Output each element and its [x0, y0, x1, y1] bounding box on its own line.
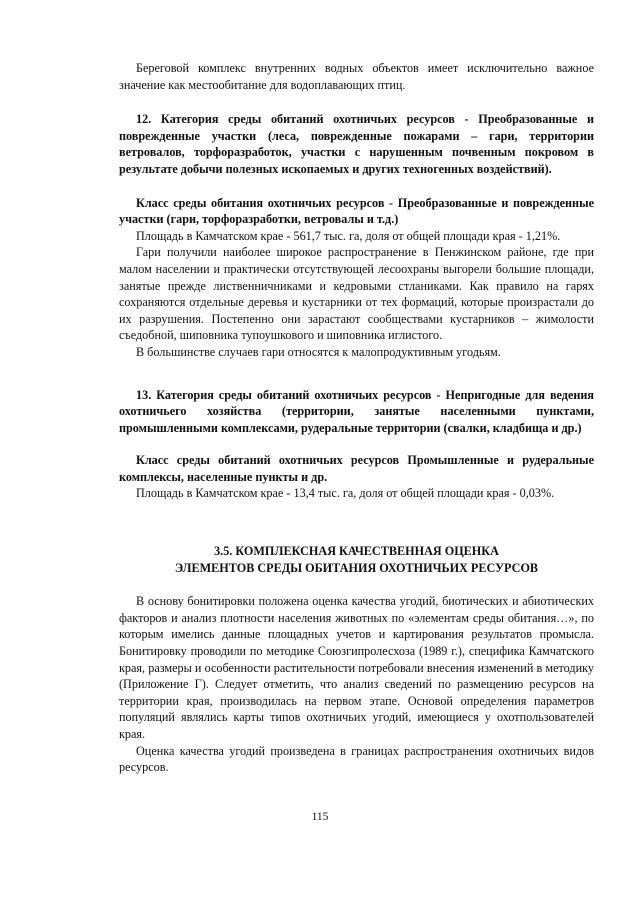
section-heading [119, 543, 594, 576]
paragraph-gari: Гари получили наиболее широкое распространение в Пенжинском районе, где при малом населении и практически отсутствующей лесоохраны выгорели большие площади, занятые прежде лиственничниками и кедровыми стланиками. Как правило на гарях сохраняются отдельные деревья и кустарники от тех формаций, которые произрастали до их разрушения. Постепенно они зарастают сообществами кустарников – жимолости съедобной, шиповника тупоушкового и шиповника иглистого. [119, 245, 594, 343]
category-12-heading: 12. Категория среды обитаний охотничьих ресурсов - Преобразованные и поврежденные участки (леса, поврежденные пожарами – гари, территории ветровалов, торфоразработок, участки с нарушенным почвенным покровом в результате добычи полезных ископаемых и других техногенных воздействий). [119, 112, 594, 176]
section-heading-line1: 3.5. КОМПЛЕКСНАЯ КАЧЕСТВЕННАЯ ОЦЕНКА [214, 544, 499, 559]
paragraph-bonitirovka: В основу бонитировки положена оценка качества угодий, биотических и абиотических факторов и анализ плотности населения животных по «элементам среды обитания…», по которым имелись данные площадных учетов и картирования результатов промысла. Бонитировку проводили по методике Союзгипролесхоза (1989 г.), специфика Камчатского края, размеры и особенности растительности потребовали внесения изменений в методику (Приложение Г). Следует отметить, что анализ сведений по размещению ресурсов на территории края, производилась на первом этапе. Основой определения параметров популяций являлись карты типов охотничьих угодий, имеющиеся у охотпользователей края. [119, 594, 594, 741]
document-page [119, 60, 594, 776]
section-heading-line2: ЭЛЕМЕНТОВ СРЕДЫ ОБИТАНИЯ ОХОТНИЧЬИХ РЕСУРСОВ [174, 560, 539, 575]
page-number: 115 [311, 811, 329, 823]
category-13-heading: 13. Категория среды обитаний охотничьих ресурсов - Непригодные для ведения охотничьего хозяйства (территории, занятые населенными пунктами, промышленными комплексами, рудеральные территории (свалки, кладбища и др.) [119, 387, 594, 435]
paragraph-coastal: Береговой комплекс внутренних водных объектов имеет исключительно важное значение как местообитание для водоплавающих птиц. [119, 61, 594, 92]
class-13-heading: Класс среды обитаний охотничьих ресурсов Промышленные и рудеральные комплексы, населенные пункты и др. [119, 453, 594, 484]
paragraph-low-productive: В большинстве случаев гари относятся к малопродуктивным угодьям. [136, 344, 501, 359]
class-12-heading: Класс среды обитания охотничьих ресурсов - Преобразованные и поврежденные участки (гари, торфоразработки, ветровалы и т.д.) [119, 195, 594, 227]
area-13: Площадь в Камчатском крае - 13,4 тыс. га, доля от общей площади края - 0,03%. [136, 486, 555, 501]
area-12: Площадь в Камчатском крае - 561,7 тыс. га, доля от общей площади края - 1,21%. [136, 228, 561, 243]
paragraph-quality-assessment: Оценка качества угодий произведена в границах распространения охотничьих видов ресурсов. [119, 743, 594, 775]
